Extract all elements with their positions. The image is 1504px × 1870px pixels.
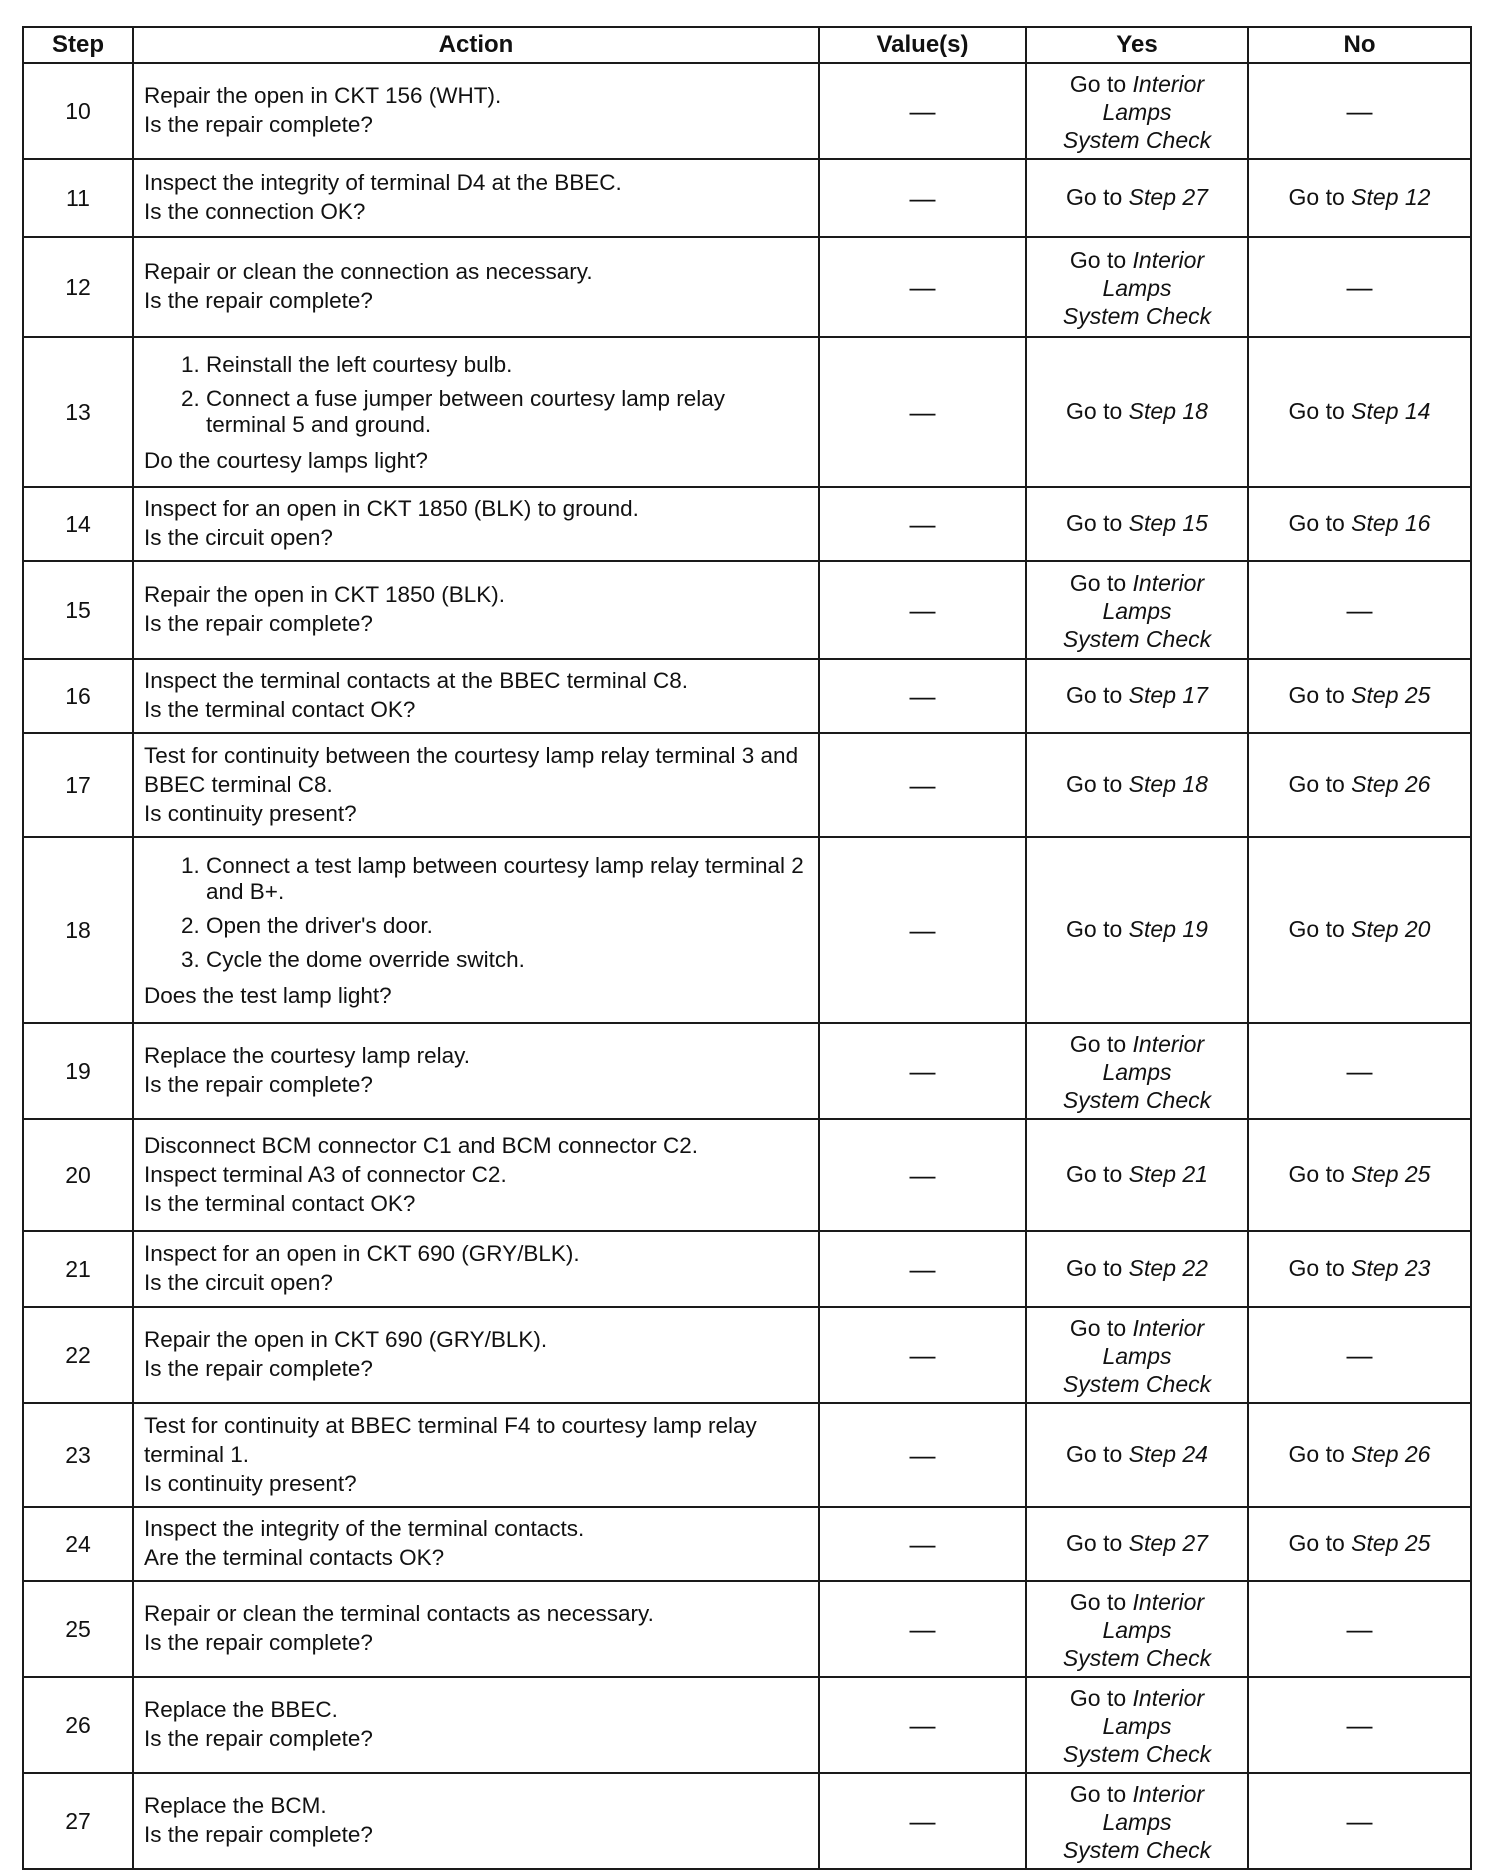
no-cell — [1248, 159, 1471, 237]
action-question: Is continuity present? — [144, 800, 357, 826]
action-question: Is the repair complete? — [144, 1822, 373, 1847]
step-number: 27 — [23, 1773, 133, 1869]
step-number: 15 — [23, 561, 133, 659]
action-cell — [133, 1581, 819, 1677]
table-row — [23, 733, 1471, 837]
action-question: Is the repair complete? — [144, 1072, 373, 1097]
lamps-word: Lamps — [1102, 274, 1172, 301]
goto-step-number: 26 — [1404, 1440, 1431, 1467]
goto-step-number: 23 — [1404, 1254, 1431, 1281]
step-number: 26 — [23, 1677, 133, 1773]
no-cell: — — [1248, 237, 1471, 337]
value-cell: — — [819, 1403, 1026, 1507]
interior-word: Interior — [1132, 246, 1205, 273]
no-cell — [1248, 837, 1471, 1023]
action-instruction: Inspect the integrity of the terminal contacts. — [144, 1516, 585, 1541]
goto-step-number: 12 — [1404, 183, 1431, 210]
table-row — [23, 1773, 1471, 1869]
step-number: 11 — [23, 159, 133, 237]
goto-prefix: Go to — [1069, 569, 1127, 596]
value-cell: — — [819, 561, 1026, 659]
action-cell — [133, 1023, 819, 1119]
value-cell: — — [819, 1023, 1026, 1119]
yes-cell — [1026, 659, 1248, 733]
goto-interior-line1 — [1028, 1030, 1246, 1058]
step-number: 20 — [23, 1119, 133, 1231]
action-cell — [133, 1773, 819, 1869]
action-question: Is the terminal contact OK? — [144, 697, 416, 722]
goto-step-number: 26 — [1404, 770, 1431, 797]
action-cell — [133, 561, 819, 659]
yes-cell — [1026, 1403, 1248, 1507]
goto-step-word: Step — [1351, 397, 1399, 424]
goto-step-word: Step — [1128, 397, 1176, 424]
header-row — [23, 27, 1471, 63]
yes-cell — [1026, 1773, 1248, 1869]
goto-step-number: 14 — [1404, 397, 1431, 424]
interior-word: Interior — [1132, 70, 1205, 97]
goto-step-word: Step — [1351, 1254, 1399, 1281]
goto-prefix: Go to — [1069, 1780, 1127, 1807]
step-number: 22 — [23, 1307, 133, 1403]
goto-step-word: Step — [1128, 770, 1176, 797]
action-instruction: Inspect for an open in CKT 690 (GRY/BLK). — [144, 1241, 580, 1266]
action-step-item: 3. Cycle the dome override switch. — [206, 947, 808, 973]
value-cell: — — [819, 837, 1026, 1023]
action-step-item: 2. Connect a fuse jumper between courtesy lamp relay terminal 5 and ground. — [206, 386, 808, 438]
no-cell: — — [1248, 1677, 1471, 1773]
goto-prefix: Go to — [1069, 1588, 1127, 1615]
goto-prefix: Go to — [1288, 397, 1345, 424]
action-question: Is the connection OK? — [144, 199, 366, 224]
yes-cell — [1026, 63, 1248, 159]
table-row — [23, 1403, 1471, 1507]
action-steps-list — [144, 853, 808, 973]
yes-cell — [1026, 1581, 1248, 1677]
table-row — [23, 337, 1471, 487]
goto-prefix: Go to — [1066, 681, 1123, 708]
table-row — [23, 1231, 1471, 1307]
goto-prefix: Go to — [1069, 1684, 1127, 1711]
table-row — [23, 487, 1471, 561]
action-question: Is the repair complete? — [144, 1630, 373, 1655]
goto-step-word: Step — [1351, 183, 1399, 210]
interior-word: Interior — [1132, 569, 1205, 596]
value-cell: — — [819, 1231, 1026, 1307]
action-instruction: Repair the open in CKT 1850 (BLK). — [144, 582, 506, 607]
action-question: Does the test lamp light? — [144, 982, 392, 1008]
yes-cell — [1026, 1023, 1248, 1119]
action-step-item: 1. Reinstall the left courtesy bulb. — [206, 352, 808, 378]
table-row — [23, 1581, 1471, 1677]
action-instruction: Replace the courtesy lamp relay. — [144, 1043, 470, 1068]
table-row — [23, 237, 1471, 337]
header-no: No — [1248, 27, 1471, 63]
action-instruction: Test for continuity at BBEC terminal F4 to courtesy lamp relay terminal 1. — [144, 1412, 757, 1467]
goto-prefix: Go to — [1066, 397, 1123, 424]
goto-step-number: 25 — [1404, 1160, 1431, 1187]
value-cell: — — [819, 1773, 1026, 1869]
action-cell — [133, 159, 819, 237]
no-cell — [1248, 1507, 1471, 1581]
step-number: 10 — [23, 63, 133, 159]
goto-step-number: 22 — [1182, 1254, 1208, 1281]
goto-prefix: Go to — [1288, 1529, 1345, 1556]
system-check-word: System Check — [1062, 1370, 1212, 1397]
goto-step-number: 25 — [1404, 1529, 1431, 1556]
goto-step-word: Step — [1128, 1160, 1176, 1187]
goto-step-number: 27 — [1182, 1529, 1208, 1556]
step-number: 12 — [23, 237, 133, 337]
goto-interior-check — [1028, 1681, 1246, 1770]
system-check-word: System Check — [1062, 1644, 1212, 1671]
action-instruction: Replace the BBEC. — [144, 1697, 338, 1722]
no-cell: — — [1248, 1773, 1471, 1869]
table-row — [23, 63, 1471, 159]
step-number: 17 — [23, 733, 133, 837]
action-instruction: Repair or clean the terminal contacts as necessary. — [144, 1601, 654, 1626]
action-cell — [133, 1231, 819, 1307]
lamps-word: Lamps — [1102, 1808, 1172, 1835]
goto-step-word: Step — [1351, 770, 1399, 797]
table-row — [23, 1023, 1471, 1119]
goto-prefix: Go to — [1066, 915, 1123, 942]
goto-step-number: 18 — [1182, 397, 1208, 424]
goto-prefix: Go to — [1066, 770, 1123, 797]
action-cell — [133, 487, 819, 561]
value-cell: — — [819, 733, 1026, 837]
goto-prefix: Go to — [1066, 1254, 1123, 1281]
action-cell — [133, 1119, 819, 1231]
goto-prefix: Go to — [1066, 509, 1123, 536]
action-instruction: Disconnect BCM connector C1 and BCM connector C2. — [144, 1132, 698, 1158]
action-cell — [133, 1403, 819, 1507]
goto-step-word: Step — [1351, 1160, 1399, 1187]
goto-step-number: 25 — [1404, 681, 1431, 708]
no-cell: — — [1248, 63, 1471, 159]
system-check-word: System Check — [1062, 1740, 1212, 1767]
goto-step-number: 19 — [1182, 915, 1208, 942]
value-cell: — — [819, 237, 1026, 337]
action-question: Is the repair complete? — [144, 611, 373, 636]
goto-interior-check — [1028, 1027, 1246, 1116]
action-step-item: 2. Open the driver's door. — [206, 913, 808, 939]
interior-word: Interior — [1132, 1684, 1205, 1711]
yes-cell — [1026, 1307, 1248, 1403]
goto-interior-line1 — [1028, 246, 1246, 274]
table-row — [23, 1677, 1471, 1773]
goto-step-word: Step — [1351, 681, 1399, 708]
action-question: Is continuity present? — [144, 1470, 357, 1496]
action-question: Is the repair complete? — [144, 1356, 373, 1381]
header-step: Step — [23, 27, 133, 63]
goto-prefix: Go to — [1288, 1254, 1345, 1281]
goto-interior-check — [1028, 67, 1246, 156]
system-check-word: System Check — [1062, 1836, 1212, 1863]
yes-cell — [1026, 159, 1248, 237]
action-cell — [133, 837, 819, 1023]
goto-interior-line1 — [1028, 1314, 1246, 1342]
value-cell: — — [819, 487, 1026, 561]
no-cell — [1248, 487, 1471, 561]
goto-interior-line1 — [1028, 569, 1246, 597]
step-number: 23 — [23, 1403, 133, 1507]
goto-step-word: Step — [1128, 1529, 1176, 1556]
action-steps-list — [144, 352, 808, 438]
goto-interior-check — [1028, 1777, 1246, 1866]
goto-step-word: Step — [1128, 509, 1176, 536]
value-cell: — — [819, 1119, 1026, 1231]
table-row — [23, 659, 1471, 733]
table-body — [23, 63, 1471, 1869]
system-check-word: System Check — [1062, 302, 1212, 329]
action-cell — [133, 337, 819, 487]
goto-step-number: 16 — [1404, 509, 1431, 536]
goto-step-word: Step — [1128, 1254, 1176, 1281]
diagnostic-table-page — [22, 26, 1470, 1870]
step-number: 24 — [23, 1507, 133, 1581]
action-cell — [133, 1677, 819, 1773]
table-row — [23, 159, 1471, 237]
action-question: Is the repair complete? — [144, 288, 373, 313]
goto-step-number: 27 — [1182, 183, 1208, 210]
yes-cell — [1026, 1507, 1248, 1581]
goto-interior-line1 — [1028, 70, 1246, 98]
action-cell — [133, 237, 819, 337]
goto-prefix: Go to — [1069, 246, 1127, 273]
no-cell — [1248, 1403, 1471, 1507]
goto-prefix: Go to — [1069, 1314, 1127, 1341]
goto-step-number: 18 — [1182, 770, 1208, 797]
no-cell: — — [1248, 561, 1471, 659]
goto-step-number: 24 — [1182, 1440, 1208, 1467]
goto-prefix: Go to — [1288, 770, 1345, 797]
action-question: Is the repair complete? — [144, 112, 373, 137]
table-row — [23, 1507, 1471, 1581]
step-number: 19 — [23, 1023, 133, 1119]
goto-prefix: Go to — [1066, 1529, 1123, 1556]
action-step-item: 1. Connect a test lamp between courtesy lamp relay terminal 2 and B+. — [206, 853, 808, 905]
goto-prefix: Go to — [1288, 183, 1345, 210]
goto-step-word: Step — [1128, 1440, 1176, 1467]
system-check-word: System Check — [1062, 1086, 1212, 1113]
yes-cell — [1026, 837, 1248, 1023]
action-question: Are the terminal contacts OK? — [144, 1545, 445, 1570]
action-instruction: Inspect for an open in CKT 1850 (BLK) to ground. — [144, 496, 639, 521]
no-cell — [1248, 337, 1471, 487]
action-question: Is the circuit open? — [144, 525, 333, 550]
value-cell: — — [819, 1677, 1026, 1773]
system-check-word: System Check — [1062, 625, 1212, 652]
lamps-word: Lamps — [1102, 1712, 1172, 1739]
header-yes: Yes — [1026, 27, 1248, 63]
table-row — [23, 1307, 1471, 1403]
action-question: Is the terminal contact OK? — [144, 1190, 416, 1216]
goto-step-word: Step — [1351, 1529, 1399, 1556]
goto-prefix: Go to — [1066, 183, 1123, 210]
action-instruction: Inspect the terminal contacts at the BBEC terminal C8. — [144, 668, 688, 693]
action-cell — [133, 1507, 819, 1581]
goto-prefix: Go to — [1288, 1440, 1345, 1467]
goto-prefix: Go to — [1066, 1440, 1123, 1467]
step-number: 21 — [23, 1231, 133, 1307]
goto-prefix: Go to — [1288, 509, 1345, 536]
action-cell — [133, 1307, 819, 1403]
header-values: Value(s) — [819, 27, 1026, 63]
lamps-word: Lamps — [1102, 1616, 1172, 1643]
action-question: Do the courtesy lamps light? — [144, 447, 428, 473]
table-row — [23, 837, 1471, 1023]
goto-prefix: Go to — [1069, 1030, 1127, 1057]
table-row — [23, 1119, 1471, 1231]
goto-step-word: Step — [1128, 681, 1176, 708]
table-row — [23, 561, 1471, 659]
action-cell — [133, 63, 819, 159]
diagnostic-table — [22, 26, 1472, 1870]
step-number: 18 — [23, 837, 133, 1023]
action-instruction: Repair the open in CKT 156 (WHT). — [144, 83, 502, 108]
yes-cell — [1026, 1231, 1248, 1307]
goto-step-number: 20 — [1404, 915, 1431, 942]
value-cell: — — [819, 1307, 1026, 1403]
action-instruction: Repair the open in CKT 690 (GRY/BLK). — [144, 1327, 548, 1352]
action-question: Is the repair complete? — [144, 1726, 373, 1751]
goto-step-word: Step — [1351, 915, 1399, 942]
action-instruction: Inspect the integrity of terminal D4 at the BBEC. — [144, 170, 622, 195]
step-number: 13 — [23, 337, 133, 487]
step-number: 14 — [23, 487, 133, 561]
goto-step-word: Step — [1128, 183, 1176, 210]
yes-cell — [1026, 337, 1248, 487]
lamps-word: Lamps — [1102, 1342, 1172, 1369]
value-cell: — — [819, 1507, 1026, 1581]
goto-interior-check — [1028, 566, 1246, 655]
goto-step-word: Step — [1351, 1440, 1399, 1467]
goto-interior-line1 — [1028, 1684, 1246, 1712]
no-cell — [1248, 733, 1471, 837]
no-cell: — — [1248, 1023, 1471, 1119]
system-check-word: System Check — [1062, 126, 1212, 153]
goto-prefix: Go to — [1069, 70, 1127, 97]
no-cell: — — [1248, 1307, 1471, 1403]
value-cell: — — [819, 1581, 1026, 1677]
header-action: Action — [133, 27, 819, 63]
lamps-word: Lamps — [1102, 597, 1172, 624]
goto-prefix: Go to — [1066, 1160, 1123, 1187]
value-cell: — — [819, 659, 1026, 733]
action-question: Is the circuit open? — [144, 1270, 333, 1295]
action-instruction: Test for continuity between the courtesy lamp relay terminal 3 and BBEC terminal C8. — [144, 742, 799, 797]
goto-prefix: Go to — [1288, 915, 1345, 942]
yes-cell — [1026, 487, 1248, 561]
action-instruction: Replace the BCM. — [144, 1793, 327, 1818]
value-cell: — — [819, 63, 1026, 159]
goto-interior-check — [1028, 243, 1246, 332]
yes-cell — [1026, 561, 1248, 659]
step-number: 16 — [23, 659, 133, 733]
goto-step-number: 21 — [1182, 1160, 1208, 1187]
interior-word: Interior — [1132, 1030, 1205, 1057]
goto-interior-check — [1028, 1311, 1246, 1400]
no-cell — [1248, 659, 1471, 733]
interior-word: Interior — [1132, 1780, 1205, 1807]
action-cell — [133, 733, 819, 837]
value-cell: — — [819, 337, 1026, 487]
goto-interior-check — [1028, 1585, 1246, 1674]
yes-cell — [1026, 1119, 1248, 1231]
goto-prefix: Go to — [1288, 1160, 1345, 1187]
goto-step-word: Step — [1351, 509, 1399, 536]
action-instruction: Repair or clean the connection as necessary. — [144, 259, 593, 284]
step-number: 25 — [23, 1581, 133, 1677]
lamps-word: Lamps — [1102, 1058, 1172, 1085]
value-cell: — — [819, 159, 1026, 237]
action-cell — [133, 659, 819, 733]
interior-word: Interior — [1132, 1314, 1205, 1341]
lamps-word: Lamps — [1102, 98, 1172, 125]
no-cell — [1248, 1231, 1471, 1307]
goto-interior-line1 — [1028, 1780, 1246, 1808]
action-instruction: Inspect terminal A3 of connector C2. — [144, 1161, 507, 1187]
goto-step-number: 17 — [1182, 681, 1208, 708]
goto-step-word: Step — [1128, 915, 1176, 942]
yes-cell — [1026, 733, 1248, 837]
goto-step-number: 15 — [1182, 509, 1208, 536]
yes-cell — [1026, 237, 1248, 337]
goto-prefix: Go to — [1288, 681, 1345, 708]
yes-cell — [1026, 1677, 1248, 1773]
no-cell — [1248, 1119, 1471, 1231]
interior-word: Interior — [1132, 1588, 1205, 1615]
no-cell: — — [1248, 1581, 1471, 1677]
goto-interior-line1 — [1028, 1588, 1246, 1616]
